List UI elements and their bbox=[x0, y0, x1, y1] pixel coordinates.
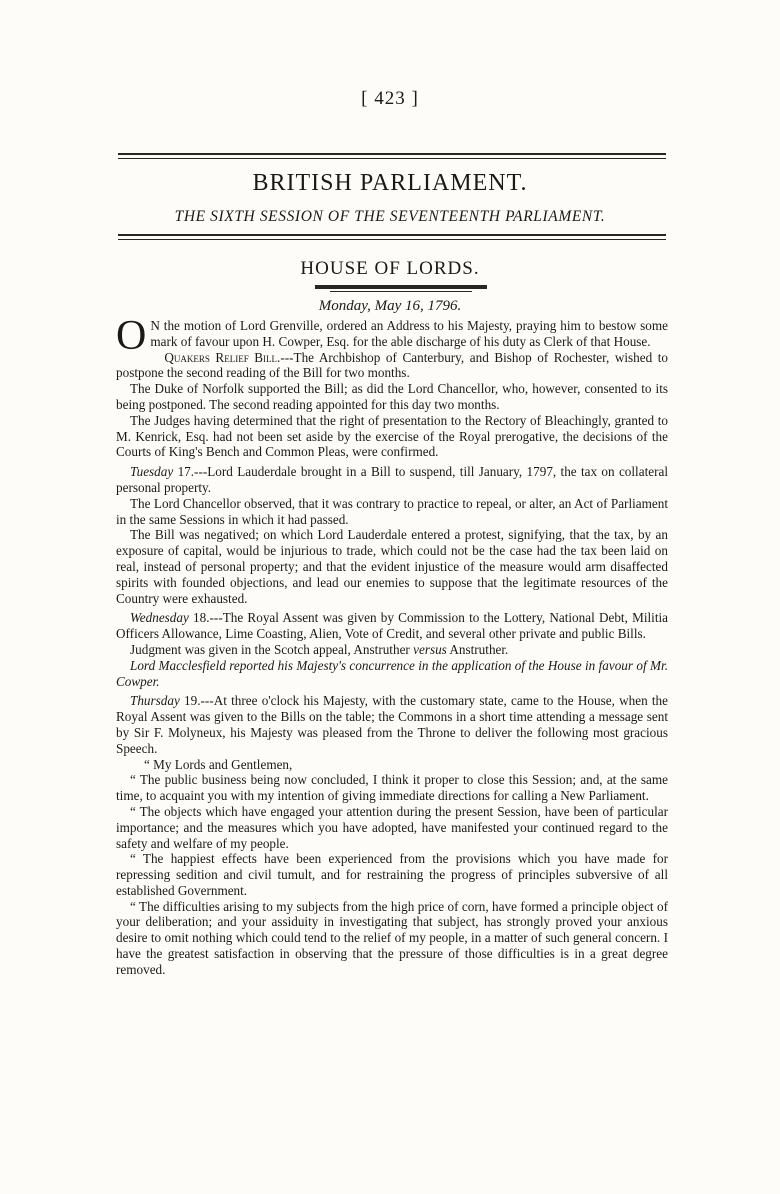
header-rule-bottom-thin bbox=[118, 239, 666, 240]
paragraph-negatived: The Bill was negatived; on which Lord Lauderdale entered a protest, signifying, that the tax, by an exposure of capital, would be injurious to trade, which could not be the case had the tax been laid on real, instead of personal property; and that the evident injustice of the measure would arm disaffected spirits with founded objections, and lead our enemies to suppose that the legitimate resources of the Country were exhausted. bbox=[116, 527, 668, 606]
main-title: BRITISH PARLIAMENT. bbox=[252, 170, 528, 196]
page-number: [ 423 ] bbox=[361, 88, 419, 109]
paragraph-thursday: Thursday 19.---At three o'clock his Majesty, with the customary state, came to the House, when the Royal Assent was given to the Bills on the table; the Commons in a short time attending a message sent by Sir F. Molyneux, his Majesty was pleased from the Throne to deliver the following most gracious Speech. bbox=[116, 693, 668, 756]
speech-salutation: “ My Lords and Gentlemen, bbox=[144, 756, 293, 772]
paragraph-wednesday: Wednesday 18.---The Royal Assent was given by Commission to the Lottery, National Debt, Militia Officers Allowance, Lime Coasting, Alien, Vote of Credit, and several other private and public Bills. bbox=[116, 610, 668, 642]
paragraph-judgment: Judgment was given in the Scotch appeal, Anstruther versus Anstruther. bbox=[130, 641, 509, 657]
section-rule bbox=[315, 285, 487, 289]
header-rule-top bbox=[118, 153, 666, 155]
dateline: Monday, May 16, 1796. bbox=[318, 298, 462, 314]
header-rule-bottom bbox=[118, 234, 666, 236]
speech-paragraph: “ The happiest effects have been experienced from the provisions which you have made for repressing sedition and civil tumult, and for restraining the progress of principles subversive of all established Government. bbox=[116, 851, 668, 898]
section-title: HOUSE OF LORDS. bbox=[300, 258, 480, 279]
speech-paragraph: “ The public business being now concluded, I think it proper to close this Session; and, at the same time, to acquaint you with my intention of giving immediate directions for calling a New Parliament. bbox=[116, 772, 668, 804]
subtitle: THE SIXTH SESSION OF THE SEVENTEENTH PARLIAMENT. bbox=[174, 208, 606, 225]
article-body bbox=[116, 313, 669, 978]
speech-paragraph: “ The difficulties arising to my subjects from the high price of corn, have formed a principle object of your deliberation; and your assiduity in investigating that subject, has strongly proved your anxious desire to omit nothing which could tend to the relief of my people, in a matter of such general concern. I have the greatest satisfaction in observing that the pressure of those difficulties is in a great degree removed. bbox=[116, 898, 668, 977]
header-rule-top-thin bbox=[118, 158, 666, 159]
section-rule-thin bbox=[330, 291, 472, 292]
bill-heading: Quakers Relief Bill. bbox=[164, 349, 281, 365]
paragraph-norfolk: The Duke of Norfolk supported the Bill; as did the Lord Chancellor, who, however, consented to its being postponed. The second reading appointed for this day two months. bbox=[116, 381, 668, 412]
day-label: Wednesday bbox=[130, 610, 189, 626]
speech-paragraph: “ The objects which have engaged your attention during the present Session, have been of particular importance; and the measures which you have adopted, have manifested your continued regard to the safety and welfare of my people. bbox=[116, 803, 668, 851]
day-label: Tuesday bbox=[130, 464, 174, 480]
paragraph-chancellor: The Lord Chancellor observed, that it was contrary to practice to repeal, or alter, an Act of Parliament in the same Sessions in which it had passed. bbox=[116, 495, 668, 527]
paragraph-macclesfield: Lord Macclesfield reported his Majesty's concurrence in the application of the House in favour of Mr. Cowper. bbox=[116, 657, 668, 689]
drop-cap: O bbox=[116, 313, 147, 359]
paragraph-grenville: O N the motion of Lord Grenville, ordered an Address to his Majesty, praying him to bestow some mark of favour upon H. Cowper, Esq. for the able discharge of his duty as Clerk of that House. bbox=[116, 313, 668, 359]
paragraph-quakers: Quakers Relief Bill.---The Archbishop of Canterbury, and Bishop of Rochester, wished to postpone the second reading of the Bill for two months. bbox=[116, 349, 669, 381]
day-label: Thursday bbox=[130, 693, 180, 709]
paragraph-tuesday: Tuesday 17.---Lord Lauderdale brought in a Bill to suspend, till January, 1797, the tax on collateral personal property. bbox=[116, 464, 668, 495]
paragraph-judges: The Judges having determined that the right of presentation to the Rectory of Bleachingly, granted to M. Kenrick, Esq. had not been set aside by the exercise of the Royal prerogative, the decisions of the Courts of King's Bench and Common Pleas, were confirmed. bbox=[116, 412, 668, 460]
